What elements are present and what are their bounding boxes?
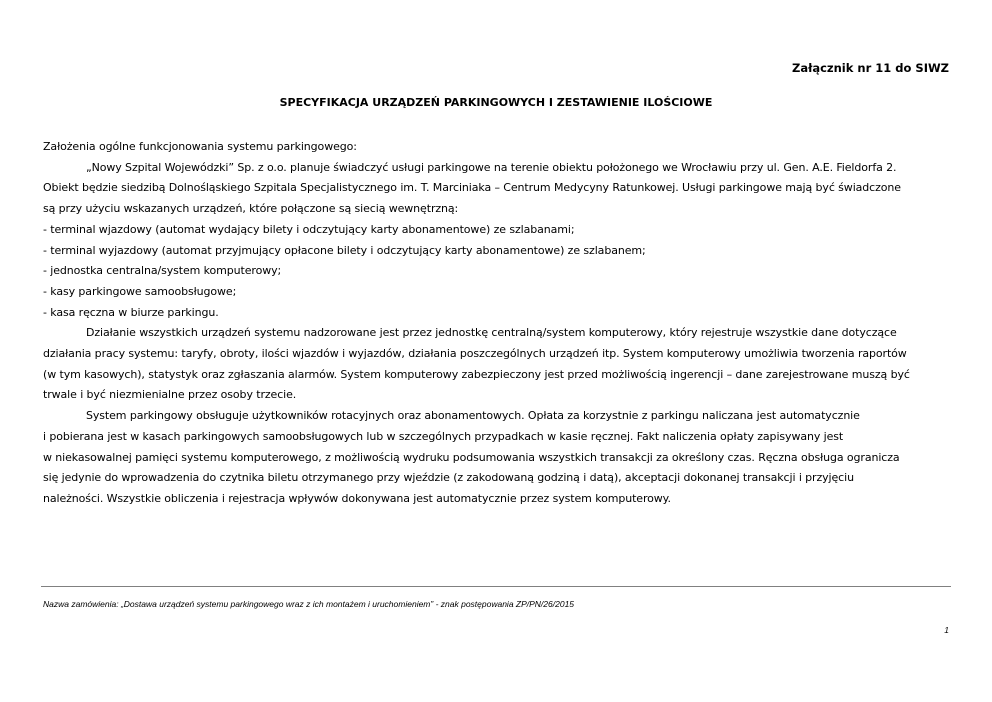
footer-order-name: Nazwa zamówienia: „Dostawa urządzeń systemu parkingowego wraz z ich montażem i uruchomieniem” - znak postępowania ZP/PN/26/2015: [43, 599, 575, 609]
paragraph-1-line: są przy użyciu wskazanych urządzeń, które połączone są siecią wewnętrzną:: [43, 202, 459, 216]
paragraph-2-line: (w tym kasowych), statystyk oraz zgłaszania alarmów. System komputerowy zabezpieczony jest przed możliwością ingerencji – dane zarejestrowane muszą być: [43, 367, 910, 381]
page-number: 1: [944, 625, 949, 635]
device-list-item: - kasa ręczna w biurze parkingu.: [43, 305, 219, 319]
paragraph-3-line: i pobierana jest w kasach parkingowych samoobsługowych lub w szczególnych przypadkach w kasie ręcznej. Fakt naliczenia opłaty zapisywany jest: [43, 429, 844, 443]
paragraph-2-line: trwale i być niezmienialne przez osoby trzecie.: [43, 388, 297, 402]
paragraph-3-line: należności. Wszystkie obliczenia i rejestracja wpływów dokonywana jest automatycznie przez system komputerowy.: [43, 491, 671, 505]
paragraph-3-line: się jedynie do wprowadzenia do czytnika biletu otrzymanego przy wjeździe (z zakodowaną godziną i datą), akceptacji dokonanej transakcji i przyjęciu: [43, 471, 854, 485]
device-list-item: - terminal wyjazdowy (automat przyjmujący opłacone bilety i odczytujący karty abonamentowe) ze szlabanem;: [43, 243, 646, 257]
paragraph-1-line: „Nowy Szpital Wojewódzki” Sp. z o.o. planuje świadczyć usługi parkingowe na terenie obiektu położonego we Wrocławiu przy ul. Gen. A.E. Fieldorfa 2.: [86, 160, 897, 174]
document-title: SPECYFIKACJA URZĄDZEŃ PARKINGOWYCH I ZESTAWIENIE ILOŚCIOWE: [279, 96, 713, 109]
paragraph-2-line: działania pracy systemu: taryfy, obroty, ilości wjazdów i wyjazdów, działania poszczególnych urządzeń itp. System komputerowy umożliwia tworzenia raportów: [43, 347, 907, 361]
paragraph-1-line: Obiekt będzie siedzibą Dolnośląskiego Szpitala Specjalistycznego im. T. Marciniaka – Centrum Medycyny Ratunkowej. Usługi parkingowe mają być świadczone: [43, 181, 901, 195]
paragraph-3-line: System parkingowy obsługuje użytkowników rotacyjnych oraz abonamentowych. Opłata za korzystnie z parkingu naliczana jest automatycznie: [86, 409, 860, 423]
paragraph-3-line: w niekasowalnej pamięci systemu komputerowego, z możliwością wydruku podsumowania wszystkich transakcji za określony czas. Ręczna obsługa ogranicza: [43, 450, 900, 464]
device-list-item: - terminal wjazdowy (automat wydający bilety i odczytujący karty abonamentowe) ze szlabanami;: [43, 222, 575, 236]
annex-label: Załącznik nr 11 do SIWZ: [791, 61, 949, 75]
paragraph-2-line: Działanie wszystkich urządzeń systemu nadzorowane jest przez jednostkę centralną/system komputerowy, który rejestruje wszystkie dane dotyczące: [86, 326, 897, 340]
device-list-item: - jednostka centralna/system komputerowy;: [43, 264, 282, 278]
device-list-item: - kasy parkingowe samoobsługowe;: [43, 284, 237, 298]
footer-divider: [41, 586, 951, 587]
intro-heading: Założenia ogólne funkcjonowania systemu parkingowego:: [43, 140, 357, 153]
document-body: [43, 137, 953, 510]
